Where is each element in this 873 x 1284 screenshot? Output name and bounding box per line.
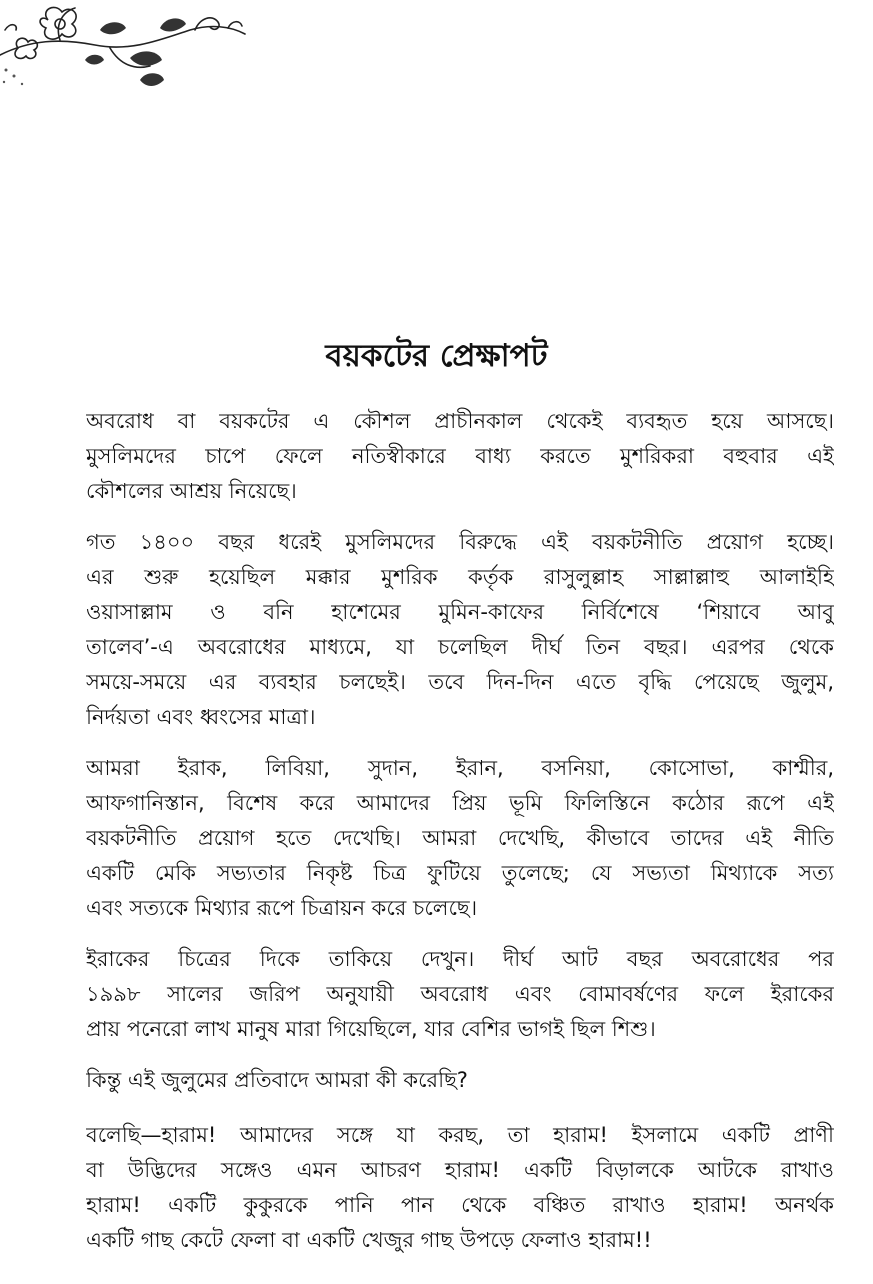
text-line: প্রায় পনেরো লাখ মানুষ মারা গিয়েছিলে, যার বেশির ভাগই ছিল শিশু। <box>86 1017 656 1041</box>
text-line: গত ১৪০০ বছর ধরেই মুসলিমদের বিরুদ্ধে এই বয়কটনীতি প্রয়োগ হচ্ছে। <box>86 530 834 554</box>
paragraph <box>86 751 834 926</box>
paragraph <box>86 1063 834 1098</box>
text-line: তালেব’-এ অবরোধের মাধ্যমে, যা চলেছিল দীর্ঘ তিন বছর। এরপর থেকে <box>86 635 834 659</box>
floral-vine-icon <box>0 0 250 100</box>
chapter-title: বয়কটের প্রেক্ষাপট <box>325 338 548 374</box>
text-line: একটি মেকি সভ্যতার নিকৃষ্ট চিত্র ফুটিয়ে তুলেছে; যে সভ্যতা মিথ্যাকে সত্য <box>86 861 834 885</box>
paragraph <box>86 404 834 509</box>
text-line: আফগানিস্তান, বিশেষ করে আমাদের প্রিয় ভূমি ফিলিস্তিনে কঠোর রূপে এই <box>86 791 834 815</box>
text-line: হারাম! একটি কুকুরকে পানি পান থেকে বঞ্চিত রাখাও হারাম! অনর্থক <box>86 1193 834 1217</box>
paragraph <box>86 942 834 1047</box>
text-line: একটি গাছ কেটে ফেলা বা একটি খেজুর গাছ উপড়ে ফেলাও হারাম!! <box>86 1228 652 1252</box>
paragraph <box>86 1118 834 1258</box>
text-line: বলেছি—হারাম! আমাদের সঙ্গে যা করছ, তা হারাম! ইসলামে একটি প্রাণী <box>86 1123 834 1147</box>
body-text <box>86 404 834 1275</box>
text-line: এর শুরু হয়েছিল মক্কার মুশরিক কর্তৃক রাসুলুল্লাহ সাল্লাল্লাহু আলাইহি <box>86 565 834 589</box>
text-line: কৌশলের আশ্রয় নিয়েছে। <box>86 479 297 503</box>
text-line: বা উদ্ভিদের সঙ্গেও এমন আচরণ হারাম! একটি বিড়ালকে আটকে রাখাও <box>86 1158 834 1182</box>
text-line: কিন্তু এই জুলুমের প্রতিবাদে আমরা কী করেছি? <box>86 1068 468 1092</box>
text-line: ওয়াসাল্লাম ও বনি হাশেমের মুমিন-কাফের নির্বিশেষে ‘শিয়াবে আবু <box>86 600 834 624</box>
text-line: ইরাকের চিত্রের দিকে তাকিয়ে দেখুন। দীর্ঘ আট বছর অবরোধের পর <box>86 947 834 971</box>
text-line: নির্দয়তা এবং ধ্বংসের মাত্রা। <box>86 705 316 729</box>
text-line: অবরোধ বা বয়কটের এ কৌশল প্রাচীনকাল থেকেই ব্যবহৃত হয়ে আসছে। <box>86 409 834 433</box>
text-line: আমরা ইরাক, লিবিয়া, সুদান, ইরান, বসনিয়া, কোসোভা, কাশ্মীর, <box>86 756 834 780</box>
text-line: মুসলিমদের চাপে ফেলে নতিস্বীকারে বাধ্য করতে মুশরিকরা বহুবার এই <box>86 444 834 468</box>
text-line: সময়ে-সময়ে এর ব্যবহার চলছেই। তবে দিন-দিন এতে বৃদ্ধি পেয়েছে জুলুম, <box>86 670 834 694</box>
paragraph <box>86 525 834 735</box>
text-line: এবং সত্যকে মিথ্যার রূপে চিত্রায়ন করে চলেছে। <box>86 896 478 920</box>
text-line: ১৯৯৮ সালের জরিপ অনুযায়ী অবরোধ এবং বোমাবর্ষণের ফলে ইরাকের <box>86 982 834 1006</box>
text-line: বয়কটনীতি প্রয়োগ হতে দেখেছি। আমরা দেখেছি, কীভাবে তাদের এই নীতি <box>86 826 834 850</box>
